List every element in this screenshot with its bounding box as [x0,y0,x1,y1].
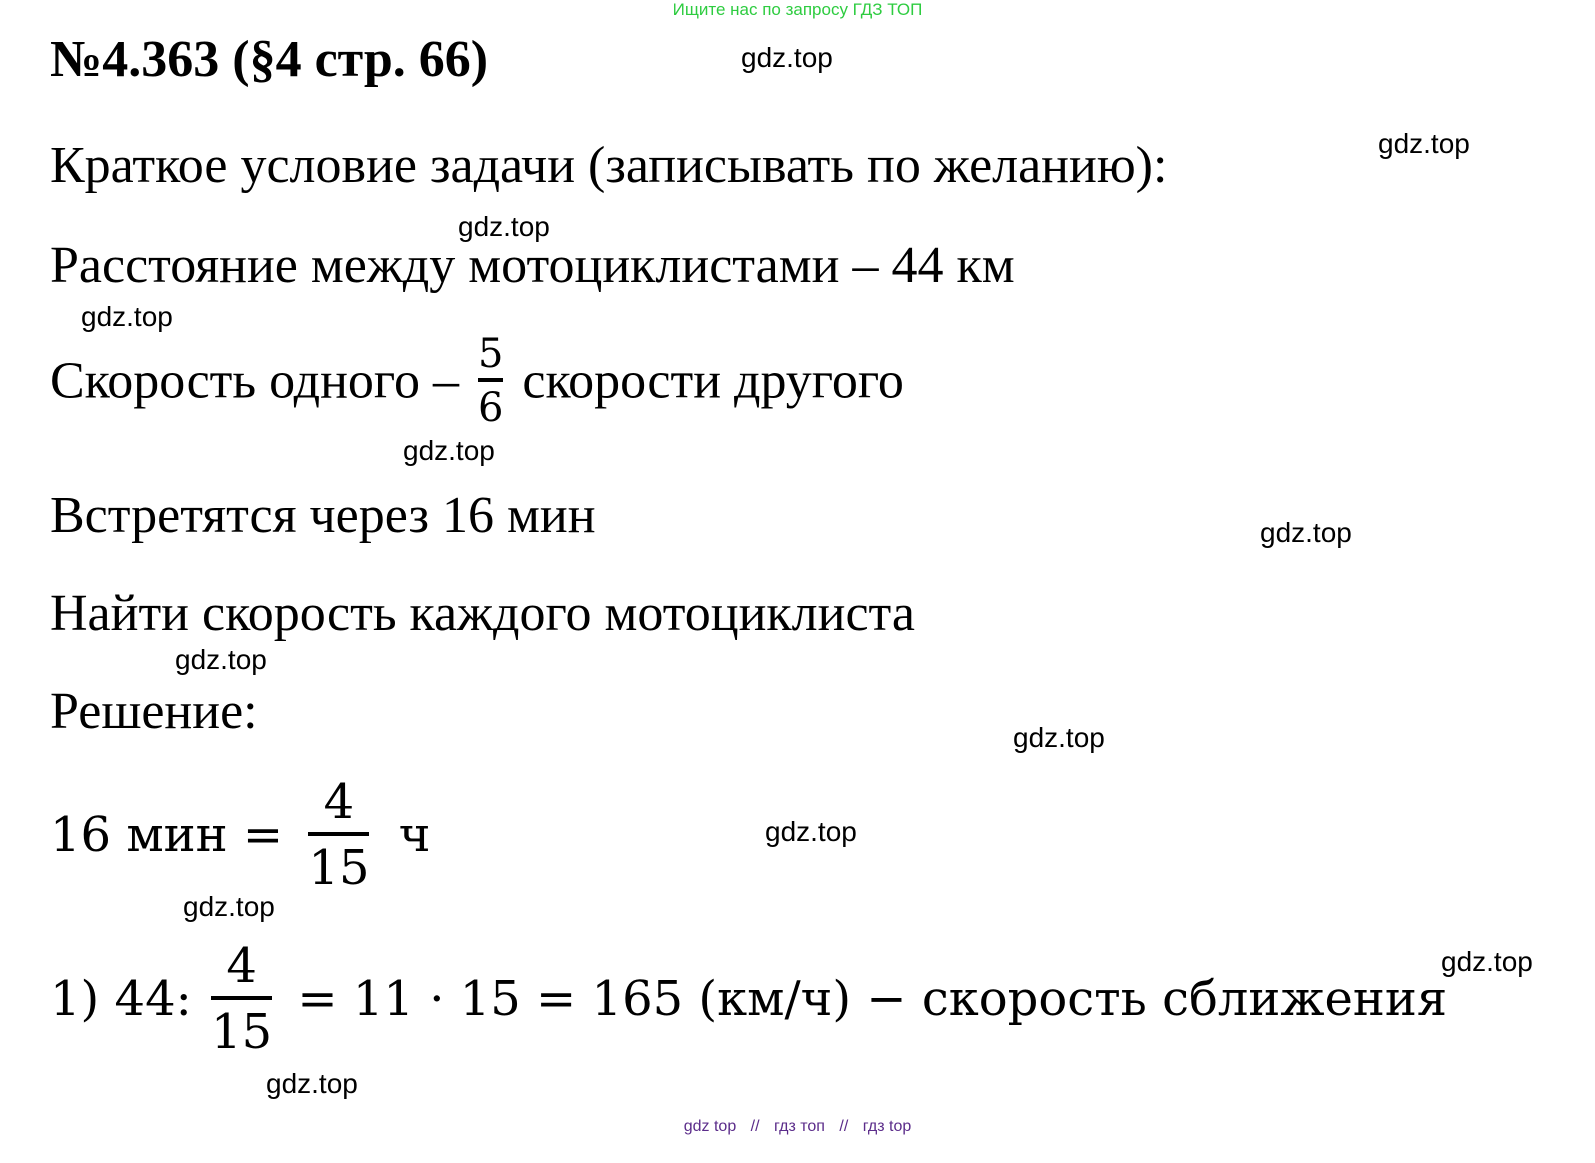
watermark: gdz.top [175,644,267,675]
meet-line: Встретятся через 16 мин [50,487,596,544]
speed-fraction-denominator: 6 [477,385,504,431]
watermark: gdz.top [81,301,173,332]
fraction-bar [478,378,503,382]
footer-link-gdz-top-mixed[interactable]: гдз top [862,1118,912,1135]
conversion-left: 16 мин = [50,807,284,863]
conversion-denominator: 15 [308,840,370,896]
watermark: gdz.top [266,1068,358,1099]
step1-fraction [211,938,273,1060]
distance-line: Расстояние между мотоциклистами – 44 км [50,237,1015,294]
speed-prefix: Скорость одного – [50,352,459,410]
speed-ratio-line [50,331,904,431]
step1-denominator: 15 [211,1004,273,1060]
fraction-bar [211,996,272,1000]
conversion-numerator: 4 [323,774,355,830]
step1-right: = 11 · 15 = 165 (км/ч) − скорость сближения [297,971,1448,1027]
step1-left: 1) 44: [50,971,192,1027]
footer-separator: // [750,1118,760,1135]
watermark: gdz.top [458,211,550,242]
watermark: gdz.top [765,816,857,847]
page-title: №4.363 (§4 стр. 66) [50,31,489,88]
step1-numerator: 4 [226,938,257,994]
conversion-fraction [308,774,370,896]
watermark: gdz.top [403,435,495,466]
footer-link-gdz-top[interactable]: gdz top [683,1118,737,1135]
speed-fraction-numerator: 5 [477,331,504,377]
time-conversion [50,774,431,896]
step-1 [50,938,1448,1060]
footer-link-gdz-top-ru[interactable]: гдз топ [774,1118,825,1135]
watermark: gdz.top [183,891,275,922]
watermark: gdz.top [1013,722,1105,753]
fraction-bar [308,832,369,836]
solution-label: Решение: [50,683,258,740]
watermark: gdz.top [1260,517,1352,548]
watermark: gdz.top [741,42,833,73]
watermark: gdz.top [1378,128,1470,159]
footer-links [0,1118,1595,1136]
speed-fraction [477,331,504,431]
footer-separator: // [839,1118,849,1135]
condition-header: Краткое условие задачи (записывать по желанию): [50,137,1168,194]
find-line: Найти скорость каждого мотоциклиста [50,585,915,642]
watermark: gdz.top [1441,946,1533,977]
search-banner: Ищите нас по запросу ГДЗ ТОП [672,0,923,19]
conversion-unit: ч [398,807,431,863]
speed-suffix: скорости другого [522,352,904,410]
